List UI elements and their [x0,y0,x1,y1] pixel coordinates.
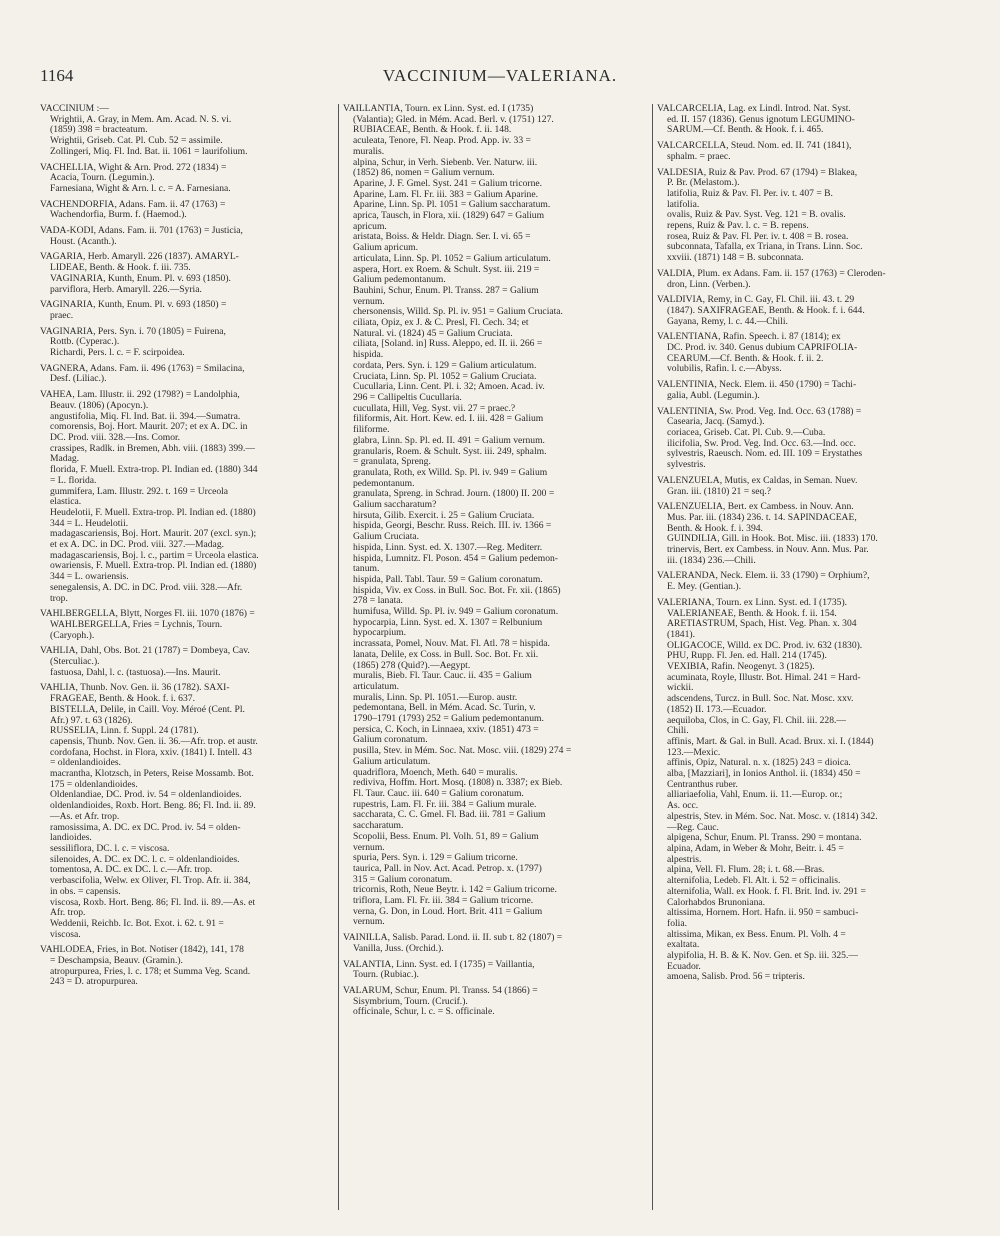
entry-line: Aparine, J. F. Gmel. Syst. 241 = Galium tricorne. [353,178,543,189]
entry-line: cordata, Pers. Syn. i. 129 = Galium articulatum. [353,360,537,371]
entry-line: = oldenlandioides. [50,758,121,769]
entry-headword-line: VACHELLIA, Wight & Arn. Prod. 272 (1834) = [40,162,227,173]
entry-line: incrassata, Pomel, Nouv. Mat. Fl. Atl. 78 = hispida. [353,639,550,650]
entry-line: repens, Ruiz & Pav. l. c. = B. repens. [667,221,809,232]
entry-line: elastica. [50,497,82,508]
dictionary-entry [40,200,336,221]
entry-line: LIDEAE, Benth. & Hook. f. iii. 735. [50,263,191,274]
entry-line: Mus. Par. iii. (1834) 236. t. 14. SAPINDACEAE, [667,512,857,523]
entry-line: alternifolia, Ledeb. Fl. Alt. i. 52 = officinalis. [667,876,841,887]
entry-line: sessiliflora, DC. l. c. = viscosa. [50,844,170,854]
entry-line: ciliata, [Soland. in] Russ. Aleppo, ed. II. ii. 266 = [353,339,543,350]
entry-line: hypocarpia, Linn. Syst. ed. X. 1307 = Relbunium [353,617,543,628]
entry-line: atropurpurea, Fries, l. c. 178; et Summa Veg. Scand. [50,966,251,977]
entry-line: Oldenlandiae, DC. Prod. iv. 54 = oldenlandioides. [50,790,242,801]
entry-line: hispida, Lumnitz. Fl. Poson. 454 = Galium pedemon- [353,553,559,564]
page-header [40,66,960,90]
entry-line: vernum. [353,917,385,928]
dictionary-entry [40,683,336,940]
column-left [40,104,336,1214]
entry-line: persica, C. Koch, in Linnaea, xxiv. (1851) 473 = [353,724,539,735]
entry-line: filiformis, Ait. Hort. Kew. ed. I. iii. 428 = Galium [353,414,544,425]
entry-line: Bauhini, Schur, Enum. Pl. Transs. 287 = Galium [353,285,539,296]
entry-line: aspera, Hort. ex Roem. & Schult. Syst. iii. 219 = [353,264,540,275]
entry-line: fastuosa, Dahl, l. c. (tastuosa).—Ins. Maurit. [50,667,221,678]
dictionary-entry [657,168,957,264]
entry-line: Acacia, Tourn. (Legumin.). [50,173,155,184]
entry-line: Gayana, Remy, l. c. 44.—Chili. [667,316,788,327]
entry-headword-line: VAHLBERGELLA, Blytt, Norges Fl. iii. 1070 (1876) = [40,609,255,620]
dictionary-entry [657,571,957,592]
entry-line: (1852) 86, nomen = Galium vernum. [353,168,495,179]
entry-line: PHU, Rupp. Fl. Jen. ed. Hall. 214 (1745). [667,651,827,662]
entry-line: oldenlandioides, Roxb. Hort. Beng. 86; Fl. Ind. ii. 89. [50,801,256,812]
entry-line: landioides. [50,833,92,844]
entry-line: affinis, Opiz, Natural. n. x. (1825) 243 = dioica. [667,758,851,769]
dictionary-entry [343,986,639,1018]
entry-line: ilicifolia, Sw. Prod. Veg. Ind. Occ. 63.—Ind. occ. [667,438,856,449]
entry-headword-line: VALERANDA, Neck. Elem. ii. 33 (1790) = Orphium?, [657,571,870,582]
entry-line: alternifolia, Wall. ex Hook. f. Fl. Brit. Ind. iv. 291 = [667,886,866,897]
entry-line: vernum. [353,842,385,853]
entry-line: 278 = lanata. [353,596,403,607]
dictionary-entry [40,300,336,321]
entry-line: Galium pedemontanum. [353,275,446,286]
entry-line: filiforme. [353,425,390,436]
dictionary-entry [40,646,336,678]
entry-line: verbascifolia, Welw. ex Oliver, Fl. Trop. Afr. ii. 384, [50,876,251,887]
entry-line: VAGINARIA, Kunth, Enum. Pl. v. 693 (1850). [50,273,231,284]
entry-headword-line: VALCARCELLA, Steud. Nom. ed. II. 741 (1841), [657,141,852,152]
entry-line: alpina, Adam, in Weber & Mohr, Beitr. i. 45 = [667,844,844,854]
entry-line: officinale, Schur, l. c. = S. officinale. [353,1007,495,1018]
column-divider [338,104,339,1210]
entry-line: 1790–1791 (1793) 252 = Galium pedemontanum. [353,714,544,725]
entry-headword-line: VALENTIANA, Rafin. Speech. i. 87 (1814); ex [657,332,841,343]
entry-line: silenoides, A. DC. ex DC. l. c. = oldenlandioides. [50,854,240,865]
entry-line: affinis, Mart. & Gal. in Bull. Acad. Brux. xi. I. (1844) [667,736,874,747]
entry-line: tanum. [353,564,380,575]
entry-line: Centranthus ruber. [667,779,738,790]
entry-line: viscosa, Roxb. Hort. Beng. 86; Fl. Ind. ii. 89.—As. et [50,897,256,908]
entry-line: exaltata. [667,940,700,951]
dictionary-entry [40,252,336,295]
entry-line: (Sterculiac.). [50,657,100,668]
entry-line: Galium articulatum. [353,756,431,767]
entry-line: altissima, Hornem. Hort. Hafn. ii. 950 = sambuci- [667,908,859,919]
entry-line: Casearia, Jacq. (Samyd.). [667,417,765,428]
entry-line: articulata, Linn. Sp. Pl. 1052 = Galium articulatum. [353,253,551,264]
entry-line: Natural. vi. (1824) 45 = Galium Cruciata. [353,328,513,339]
entry-line: 344 = L. Heudelotii. [50,518,129,529]
entry-line: wickii. [667,683,694,694]
entry-line: (Valantia); Gled. in Mém. Acad. Berl. v. (1751) 127. [353,114,554,125]
entry-headword-line: VALCARCELIA, Lag. ex Lindl. Introd. Nat. Syst. [657,104,851,114]
entry-line: trinervis, Bert. ex Cambess. in Nouv. Ann. Mus. Par. [667,545,869,556]
entry-line: ovalis, Ruiz & Pav. Syst. Veg. 121 = B. ovalis. [667,210,846,221]
entry-line: macrantha, Klotzsch, in Peters, Reise Mossamb. Bot. [50,769,254,780]
entry-headword-line: VAILLANTIA, Tourn. ex Linn. Syst. ed. I (1735) [343,104,534,114]
entry-line: alypifolia, H. B. & K. Nov. Gen. et Sp. iii. 325.— [667,951,858,962]
entry-line: cucullata, Hill, Veg. Syst. vii. 27 = praec.? [353,403,516,414]
entry-line: Sisymbrium, Tourn. (Crucif.). [353,996,468,1007]
entry-line: hispida, Georgi, Beschr. Russ. Reich. III. iv. 1366 = [353,521,552,532]
entry-line: pedemontanum. [353,478,415,489]
column-middle [343,104,639,1214]
column-divider [652,104,653,1210]
running-head: VACCINIUM—VALERIANA. [382,66,618,85]
entry-line: alliariaefolia, Vahl, Enum. ii. 11.—Europ. or.; [667,790,843,801]
entry-line: coriacea, Griseb. Cat. Pl. Cub. 9.—Cuba. [667,427,826,438]
entry-headword-line: VAGINARIA, Pers. Syn. i. 70 (1805) = Fuirena, [40,326,226,337]
page-number: 1164 [40,66,74,85]
entry-line: galia, Aubl. (Legumin.). [667,390,760,401]
entry-headword-line: VAINILLA, Salisb. Parad. Lond. ii. II. sub t. 82 (1807) = [343,933,563,944]
entry-line: muralis. [353,146,385,157]
entry-line: Fl. Taur. Cauc. iii. 640 = Galium coronatum. [353,789,524,799]
dictionary-entry [657,502,957,566]
entry-line: muralis, Linn. Sp. Pl. 1051.—Europ. austr. [353,692,518,703]
entry-line: = granulata, Spreng. [353,457,431,468]
entry-line: Rottb. (Cyperac.). [50,337,120,348]
entry-line: sylvestris, Raeusch. Nom. ed. III. 109 = Erystathes [667,449,863,460]
entry-line: 243 = D. atropurpurea. [50,977,138,988]
entry-line: quadriflora, Moench, Meth. 640 = muralis. [353,767,518,778]
entry-line: Heudelotii, F. Muell. Extra-trop. Pl. Indian ed. (1880) [50,507,256,518]
entry-line: altissima, Mikan, ex Bess. Enum. Pl. Volh. 4 = [667,929,846,940]
entry-line: alpestris, Stev. in Mém. Soc. Nat. Mosc. v. (1814) 342. [667,811,878,822]
entry-line: Wrightii, Griseb. Cat. Pl. Cub. 52 = assimile. [50,136,223,147]
entry-line: 296 = Callipeltis Cucullaria. [353,392,462,403]
entry-line: hispida. [353,350,384,361]
entry-line: hypocarpium. [353,628,407,639]
entry-headword-line: VAHLIA, Thunb. Nov. Gen. ii. 36 (1782). SAXI- [40,683,230,694]
entry-line: alpestris. [667,854,702,865]
entry-line: = L. florida. [50,475,97,486]
dictionary-entry [657,407,957,471]
entry-line: praec. [50,310,74,321]
entry-line: saccharata, C. C. Gmel. Fl. Bad. iii. 781 = Galium [353,810,546,821]
entry-line: 315 = Galium coronatum. [353,874,453,885]
dictionary-entry [40,390,336,604]
entry-line: Cruciata, Linn. Sp. Pl. 1052 = Galium Cruciata. [353,371,537,382]
entry-line: volubilis, Rafin. l. c.—Abyss. [667,364,782,375]
entry-line: (1841). [667,629,695,640]
entry-headword-line: VAHLIA, Dahl, Obs. Bot. 21 (1787) = Dombeya, Cav. [40,646,250,657]
entry-line: senegalensis, A. DC. in DC. Prod. viii. 328.—Afr. [50,582,243,593]
entry-line: VEXIBIA, Rafin. Neogenyt. 3 (1825). [667,662,815,673]
entry-line: crassipes, Radlk. in Bremen, Abh. viii. (1883) 399.— [50,443,255,454]
entry-line: hispida, Linn. Syst. ed. X. 1307.—Reg. Mediterr. [353,542,543,553]
entry-headword-line: VACHENDORFIA, Adans. Fam. ii. 47 (1763) = [40,199,226,210]
entry-line: granulata, Roth, ex Willd. Sp. Pl. iv. 949 = Galium [353,467,548,478]
entry-line: Calorhabdos Brunoniana. [667,897,766,908]
entry-line: owariensis, F. Muell. Extra-trop. Pl. Indian ed. (1880) [50,561,257,572]
entry-line: hispida, Pall. Tabl. Taur. 59 = Galium coronatum. [353,574,543,585]
entry-line: pusilla, Stev. in Mém. Soc. Nat. Mosc. viii. (1829) 274 = [353,746,572,757]
entry-line: madagascariensis, Boj. Hort. Maurit. 207 (excl. syn.); [50,529,257,540]
entry-line: Afr. trop. [50,908,86,919]
entry-line: FRAGEAE, Benth. & Hook. f. i. 637. [50,694,195,705]
entry-line: tomentosa, A. DC. ex DC. l. c.—Afr. trop. [50,865,213,876]
entry-line: RUSSELIA, Linn. f. Suppl. 24 (1781). [50,726,199,737]
entry-line: taurica, Pall. in Nov. Act. Acad. Petrop. x. (1797) [353,863,542,874]
entry-line: 175 = oldenlandioides. [50,779,138,790]
entry-line: P. Br. (Melastom.). [667,178,740,189]
entry-line: E. Mey. (Gentian.). [667,582,741,593]
entry-line: rediviva, Hoffm. Hort. Mosq. (1808) n. 3387; ex Bieb. [353,778,563,789]
dictionary-entry [40,364,336,385]
entry-line: 123.—Mexic. [667,747,721,758]
entry-line: iii. (1834) 236.—Chili. [667,555,756,566]
dictionary-entry [40,104,336,158]
entry-line: latifolia. [667,199,700,210]
dictionary-entry [657,269,957,290]
entry-line: (1847). SAXIFRAGEAE, Benth. & Hook. f. i. 644. [667,305,865,316]
entry-headword-line: VACCINIUM :— [40,104,109,114]
entry-line: xxviii. (1871) 148 = B. subconnata. [667,253,804,264]
entry-line: aequiloba, Clos, in C. Gay, Fl. Chil. iii. 228.— [667,715,846,726]
entry-headword-line: VAGNERA, Adans. Fam. ii. 496 (1763) = Smilacina, [40,363,245,374]
entry-line: angustifolia, Miq. Fl. Ind. Bat. ii. 394.—Sumatra. [50,411,241,422]
entry-line: DC. Prod. viii. 328.—Ins. Comor. [50,432,181,443]
entry-line: amoena, Salisb. Prod. 56 = tripteris. [667,972,805,983]
entry-line: Ecuador. [667,961,701,972]
entry-line: lanata, Delile, ex Coss. in Bull. Soc. Bot. Fr. xii. [353,649,539,660]
entry-line: Galium coronatum. [353,735,428,746]
entry-line: (Caryoph.). [50,630,95,641]
entry-line: granularis, Roem. & Schult. Syst. iii. 249, sphalm. [353,446,547,457]
entry-line: Farnesiana, Wight & Arn. l. c. = A. Farnesiana. [50,183,231,194]
entry-line: saccharatum. [353,821,404,832]
entry-line: sphalm. = praec. [667,151,731,162]
entry-headword-line: VALENZUELIA, Bert. ex Cambess. in Nouv. Ann. [657,502,854,513]
entry-line: As. occ. [667,801,699,812]
entry-line: cordofana, Hochst. in Flora, xxiv. (1841) I. Intell. 43 [50,747,252,758]
entry-line: aculeata, Tenore, Fl. Neap. Prod. App. iv. 33 = [353,136,531,147]
entry-line: capensis, Thunb. Nov. Gen. ii. 36.—Afr. trop. et austr. [50,736,258,747]
entry-line: (1852) II. 173.—Ecuador. [667,704,767,715]
entry-line: alba, [Mazziari], in Ionios Anthol. ii. (1834) 450 = [667,769,861,780]
entry-line: parviflora, Herb. Amaryll. 226.—Syria. [50,284,202,295]
dictionary-entry [343,960,639,981]
entry-headword-line: VALANTIA, Linn. Syst. ed. I (1735) = Vaillantia, [343,959,535,970]
entry-line: gummifera, Lam. Illustr. 292. t. 169 = Urceola [50,486,229,497]
entry-line: glabra, Linn. Sp. Pl. ed. II. 491 = Galium vernum. [353,435,545,446]
entry-line: Galium Cruciata. [353,532,420,543]
entry-headword-line: VALENZUELA, Mutis, ex Caldas, in Seman. Nuev. [657,475,858,486]
entry-line: BISTELLA, Delile, in Caill. Voy. Méroé (Cent. Pl. [50,704,245,715]
entry-line: florida, F. Muell. Extra-trop. Pl. Indian ed. (1880) 344 [50,465,258,476]
entry-line: apricum. [353,221,387,232]
entry-line: Desf. (Liliac.). [50,374,107,385]
entry-line: ARETIASTRUM, Spach, Hist. Veg. Phan. x. 304 [667,619,857,630]
entry-line: muralis, Bieb. Fl. Taur. Cauc. ii. 435 = Galium [353,671,532,682]
entry-line: acuminata, Royle, Illustr. Bot. Himal. 241 = Hard- [667,672,861,683]
entry-line: Zollingeri, Miq. Fl. Ind. Bat. ii. 1061 = laurifolium. [50,146,248,157]
entry-line: alpina, Schur, in Verh. Siebenb. Ver. Naturw. iii. [353,157,538,168]
dictionary-entry [343,933,639,954]
entry-line: Richardi, Pers. l. c. = F. scirpoidea. [50,348,185,359]
entry-headword-line: VALENTINIA, Sw. Prod. Veg. Ind. Occ. 63 (1788) = [657,406,862,417]
entry-line: Beauv. (1806) (Apocyn.). [50,400,149,411]
entry-line: SARUM.—Cf. Benth. & Hook. f. i. 465. [667,125,824,136]
entry-line: alpina, Vell. Fl. Flum. 28; i. t. 68.—Bras. [667,865,825,876]
entry-line: Wrightii, A. Gray, in Mem. Am. Acad. N. S. vi. [50,114,232,125]
entry-line: ed. II. 157 (1836). Genus ignotum LEGUMINO- [667,114,855,125]
entry-line: VALERIANEAE, Benth. & Hook. f. ii. 154. [667,608,837,619]
entry-line: —As. et Afr. trop. [50,811,120,822]
entry-line: spuria, Pers. Syn. i. 129 = Galium tricorne. [353,853,518,864]
entry-headword-line: VALDIVIA, Remy, in C. Gay, Fl. Chil. iii. 43. t. 29 [657,295,855,306]
dictionary-entry [40,163,336,195]
dictionary-entry [40,609,336,641]
entry-line: rupestris, Lam. Fl. Fr. iii. 384 = Galium murale. [353,799,537,810]
column-right [657,104,957,1214]
entry-line: Afr.) 97. t. 63 (1826). [50,715,133,726]
entry-line: chersonensis, Willd. Sp. Pl. iv. 951 = Galium Cruciata. [353,307,563,318]
dictionary-entry [343,104,639,928]
entry-line: tricornis, Roth, Neue Beytr. i. 142 = Galium tricorne. [353,885,557,896]
entry-line: et ex A. DC. in DC. Prod. viii. 327.—Madag. [50,540,225,551]
entry-line: Galium apricum. [353,243,419,254]
entry-line: trop. [50,593,68,604]
entry-line: OLIGACOCE, Willd. ex DC. Prod. iv. 632 (1830). [667,640,863,651]
entry-line: articulatum. [353,681,400,692]
entry-line: Chili. [667,726,689,737]
entry-line: alpigena, Schur, Enum. Pl. Transs. 290 = montana. [667,833,862,844]
entry-headword-line: VALARUM, Schur, Enum. Pl. Transs. 54 (1866) = [343,985,538,996]
dictionary-entry [40,327,336,359]
entry-line: Aparine, Lam. Fl. Fr. iii. 383 = Galium Aparine. [353,189,539,200]
entry-line: adscendens, Turcz. in Bull. Soc. Nat. Mosc. xxv. [667,694,854,705]
entry-line: Madag. [50,454,80,465]
entry-line: = Deschampsia, Beauv. (Gramin.). [50,956,183,967]
entry-headword-line: VADA-KODI, Adans. Fam. ii. 701 (1763) = Justicia, [40,226,243,237]
dictionary-entry [657,141,957,162]
entry-line: Wachendorfia, Burm. f. (Haemod.). [50,210,187,221]
entry-line: hispida, Viv. ex Coss. in Bull. Soc. Bot. Fr. xii. (1865) [353,585,561,596]
entry-line: Gran. iii. (1810) 21 = seq.? [667,486,771,497]
entry-line: Benth. & Hook. f. i. 394. [667,523,763,534]
entry-line: Tourn. (Rubiac.). [353,970,419,981]
entry-line: Weddenii, Reichb. Ic. Bot. Exot. i. 62. t. 91 = [50,918,224,929]
entry-line: Vanilla, Juss. (Orchid.). [353,943,444,954]
entry-line: aprica, Tausch, in Flora, xii. (1829) 647 = Galium [353,211,545,222]
dictionary-entry [40,945,336,988]
entry-headword-line: VALERIANA, Tourn. ex Linn. Syst. ed. I (1735). [657,597,848,608]
entry-line: subconnata, Tafalla, ex Triana, in Trans. Linn. Soc. [667,242,863,253]
entry-line: CEARUM.—Cf. Benth. & Hook. f. ii. 2. [667,353,824,364]
dictionary-entry [657,295,957,327]
entry-line: ciliata, Opiz, ex J. & C. Presl, Fl. Čech. 34; et [353,318,529,329]
entry-line: in obs. = capensis. [50,886,121,897]
entry-headword-line: VAHLODEA, Fries, in Bot. Notiser (1842), 141, 178 [40,945,244,956]
entry-line: DC. Prod. iv. 340. Genus dubium CAPRIFOLIA- [667,343,858,354]
entry-line: dron, Linn. (Verben.). [667,279,751,290]
entry-line: comorensis, Boj. Hort. Maurit. 207; et ex A. DC. in [50,422,248,433]
dictionary-entry [657,380,957,401]
entry-line: granulata, Spreng. in Schrad. Journ. (1800) II. 200 = [353,489,555,500]
entry-line: hirsuta, Gilib. Exercit. i. 25 = Galium Cruciata. [353,510,535,521]
entry-line: humifusa, Willd. Sp. Pl. iv. 949 = Galium coronatum. [353,607,559,618]
entry-headword-line: VAGINARIA, Kunth, Enum. Pl. v. 693 (1850) = [40,300,227,311]
entry-line: Scopolii, Bess. Enum. Pl. Volh. 51, 89 = Galium [353,831,539,842]
entry-line: 344 = L. owariensis. [50,572,129,583]
dictionary-entry [657,476,957,497]
entry-line: latifolia, Ruiz & Pav. Fl. Per. iv. t. 407 = B. [667,188,833,199]
entry-line: vernum. [353,296,385,307]
entry-headword-line: VALDIA, Plum. ex Adans. Fam. ii. 157 (1763) = Cleroden- [657,268,886,279]
entry-line: WAHLBERGELLA, Fries = Lychnis, Tourn. [50,619,223,630]
entry-headword-line: VALDESIA, Ruiz & Pav. Prod. 67 (1794) = Blakea, [657,167,858,178]
entry-line: Aparine, Linn. Sp. Pl. 1051 = Galium saccharatum. [353,200,551,211]
entry-headword-line: VALENTINIA, Neck. Elem. ii. 450 (1790) = Tachi- [657,380,857,391]
entry-line: triflora, Lam. Fl. Fr. iii. 384 = Galium tricorne. [353,896,534,907]
entry-line: pedemontana, Bell. in Mém. Acad. Sc. Turin, v. [353,703,536,714]
entry-line: RUBIACEAE, Benth. & Hook. f. ii. 148. [353,125,512,136]
entry-headword-line: VAHEA, Lam. Illustr. ii. 292 (1798?) = Landolphia, [40,390,240,401]
entry-line: folia. [667,918,687,929]
dictionary-entry [657,332,957,375]
entry-line: verna, G. Don, in Loud. Hort. Brit. 411 = Galium [353,906,543,917]
entry-line: Houst. (Acanth.). [50,236,117,247]
entry-line: rosea, Ruiz & Pav. Fl. Per. iv. t. 408 = B. rosea. [667,231,849,242]
entry-line: (1859) 398 = bracteatum. [50,125,148,136]
entry-line: ramosissima, A. DC. ex DC. Prod. iv. 54 = olden- [50,822,241,833]
entry-line: aristata, Boiss. & Heldr. Diagn. Ser. I. vi. 65 = [353,232,531,243]
entry-line: Cucullaria, Linn. Cent. Pl. i. 32; Amoen. Acad. iv. [353,382,545,393]
entry-line: Galium saccharatum? [353,500,437,511]
dictionary-entry [657,598,957,983]
entry-line: —Reg. Cauc. [667,822,719,833]
entry-headword-line: VAGARIA, Herb. Amaryll. 226 (1837). AMARYL- [40,252,239,263]
entry-line: sylvestris. [667,460,706,471]
entry-line: viscosa. [50,929,81,940]
dictionary-entry [40,226,336,247]
entry-line: (1865) 278 (Quid?).—Aegypt. [353,660,471,671]
dictionary-entry [657,104,957,136]
entry-line: GUINDILIA, Gill. in Hook. Bot. Misc. iii. (1833) 170. [667,534,878,545]
entry-line: madagascariensis, Boj. l. c., partim = Urceola elastica. [50,550,259,561]
